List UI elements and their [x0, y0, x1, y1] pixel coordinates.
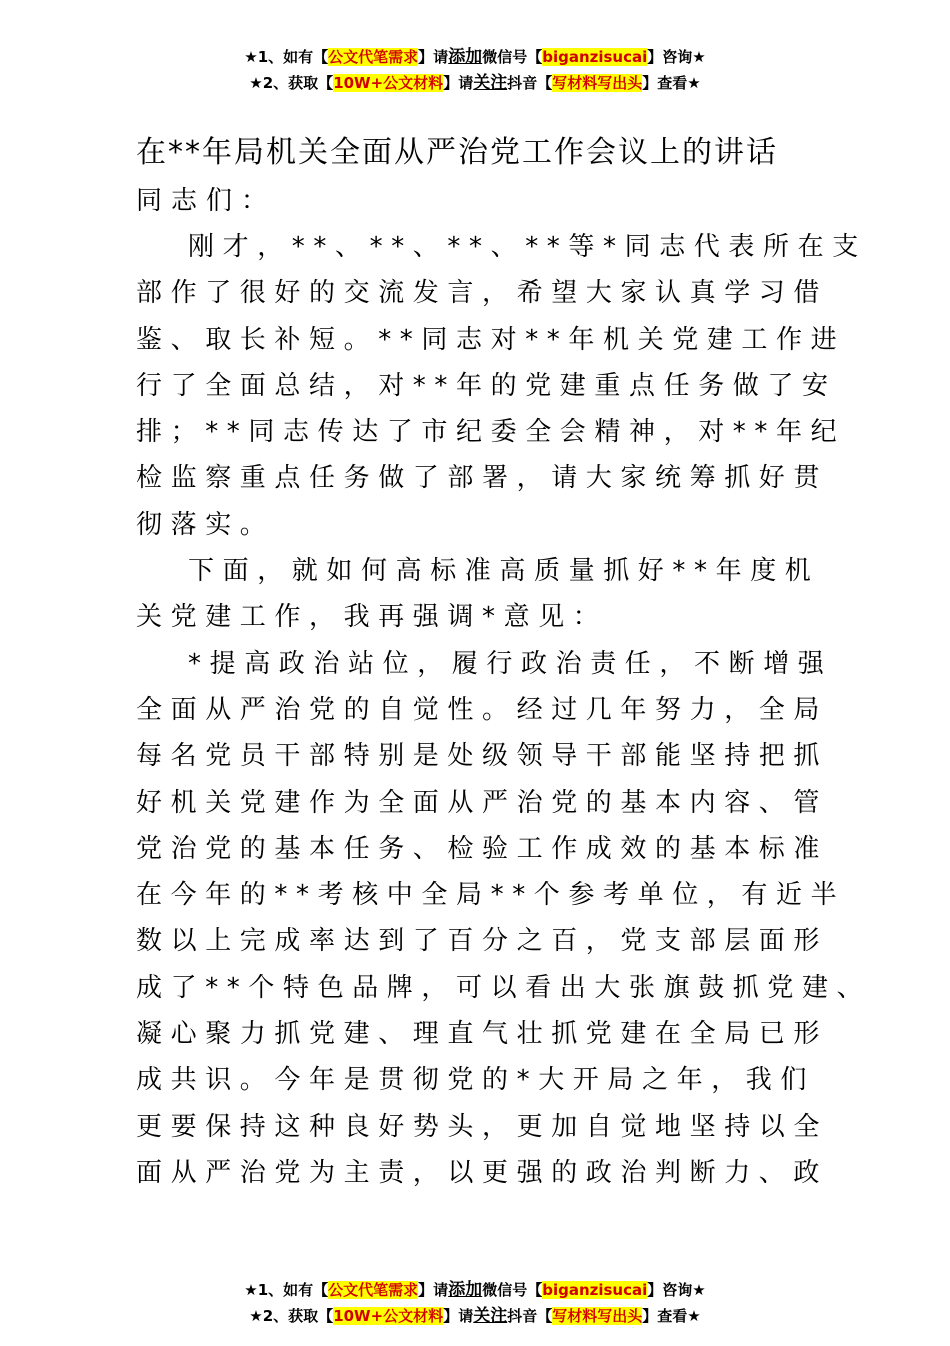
document-body	[136, 128, 872, 1196]
text-line: 好机关党建作为全面从严治党的基本内容、管	[136, 787, 829, 818]
text-line: 部作了很好的交流发言，希望大家认真学习借	[136, 278, 829, 309]
text-line: 彻落实。	[136, 509, 275, 540]
top-banner	[0, 44, 950, 96]
document-title: 在**年局机关全面从严治党工作会议上的讲话	[136, 135, 778, 170]
banner-text: 】请	[443, 1307, 474, 1325]
banner-text: ★1、如有【	[244, 48, 329, 66]
text-line: *提高政治站位，履行政治责任，不断增强	[188, 648, 833, 679]
banner-underlined: 关注	[473, 1306, 508, 1326]
banner-highlight: biganzisucai	[542, 48, 648, 66]
text-line: 面从严治党为主责，以更强的政治判断力、政	[136, 1157, 829, 1188]
banner-highlight: biganzisucai	[542, 1281, 648, 1299]
banner-text: 】查看★	[642, 1307, 701, 1325]
banner-text: 】咨询★	[647, 48, 706, 66]
text-line: 在今年的**考核中全局**个参考单位，有近半	[136, 880, 846, 911]
banner-text: 】请	[418, 48, 449, 66]
banner-text: ★2、获取【	[249, 1307, 334, 1325]
text-line: 鉴、取长补短。**同志对**年机关党建工作进	[136, 324, 846, 355]
banner-highlight: 公文代笔需求	[328, 48, 419, 66]
banner-underlined: 添加	[448, 1280, 483, 1300]
text-line: 刚才，**、**、**、**等*同志代表所在支	[188, 232, 867, 262]
banner-text: 抖音【	[507, 1307, 553, 1325]
banner-text: 抖音【	[507, 74, 553, 92]
banner-text: ★1、如有【	[244, 1281, 329, 1299]
banner-underlined: 关注	[473, 73, 508, 93]
banner-text: 】查看★	[642, 74, 701, 92]
text-line: 关党建工作，我再强调*意见：	[136, 602, 608, 633]
text-line: 全面从严治党的自觉性。经过几年努力，全局	[136, 694, 829, 725]
text-line: 数以上完成率达到了百分之百，党支部层面形	[136, 926, 829, 957]
banner-highlight: 10W+公文材料	[333, 74, 444, 92]
text-line: 成共识。今年是贯彻党的*大开局之年，我们	[136, 1065, 816, 1096]
text-line: 检监察重点任务做了部署，请大家统筹抓好贯	[136, 463, 829, 494]
greeting: 同志们：	[136, 186, 277, 216]
text-line: 每名党员干部特别是处级领导干部能坚持把抓	[136, 741, 829, 772]
text-line: 成了**个特色品牌，可以看出大张旗鼓抓党建、	[136, 972, 872, 1003]
banner-line-2	[0, 1303, 950, 1329]
banner-text: 】请	[418, 1281, 449, 1299]
banner-line-1	[0, 1277, 950, 1303]
banner-line-2	[0, 70, 950, 96]
banner-text: ★2、获取【	[249, 74, 334, 92]
banner-highlight: 10W+公文材料	[333, 1307, 444, 1325]
banner-text: 】请	[443, 74, 474, 92]
text-line: 党治党的基本任务、检验工作成效的基本标准	[136, 833, 829, 864]
banner-highlight: 写材料写出头	[552, 1307, 643, 1325]
bottom-banner	[0, 1277, 950, 1329]
banner-line-1	[0, 44, 950, 70]
banner-highlight: 写材料写出头	[552, 74, 643, 92]
text-line: 凝心聚力抓党建、理直气壮抓党建在全局已形	[136, 1019, 829, 1050]
text-line: 行了全面总结，对**年的党建重点任务做了安	[136, 370, 837, 401]
banner-highlight: 公文代笔需求	[328, 1281, 419, 1299]
banner-text: 】咨询★	[647, 1281, 706, 1299]
text-line: 排；**同志传达了市纪委全会精神，对**年纪	[136, 417, 846, 448]
banner-text: 微信号【	[482, 1281, 543, 1299]
text-line: 更要保持这种良好势头，更加自觉地坚持以全	[136, 1111, 829, 1142]
banner-underlined: 添加	[448, 47, 483, 67]
banner-text: 微信号【	[482, 48, 543, 66]
text-line: 下面，就如何高标准高质量抓好**年度机	[188, 556, 820, 587]
